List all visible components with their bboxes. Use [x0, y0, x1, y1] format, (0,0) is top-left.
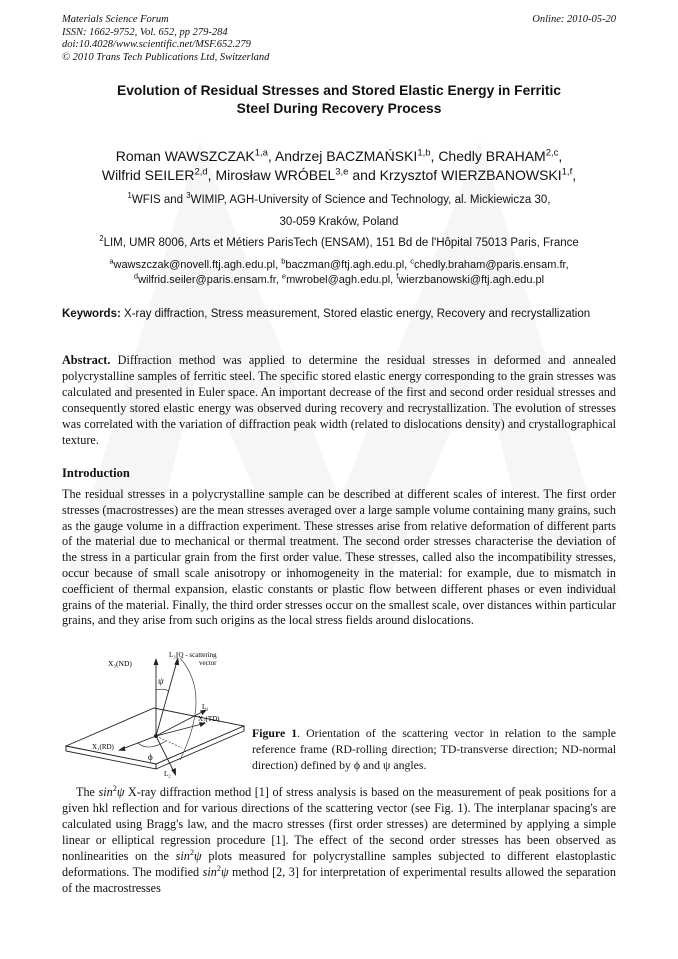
email-line-2: $^d$wilfrid.seiler@paris.ensam.fr, $^e$mwrobel@agh.edu.pl, $^f$wierzbanowski@ftj.agh.edu.pl	[133, 271, 545, 286]
label-l2: L₂	[164, 770, 171, 778]
paper-title	[62, 82, 616, 118]
x3-arrowhead	[154, 658, 159, 665]
l2-arrowhead	[171, 768, 176, 776]
label-x1: X₁(RD)	[92, 743, 114, 751]
affiliation-1: $^1$WFIS and $^3$WIMIP, AGH-University of Science and Technology, al. Mickiewicza 30,	[127, 191, 551, 206]
abstract	[62, 352, 616, 448]
copyright-line: © 2010 Trans Tech Publications Ltd, Switzerland	[62, 51, 270, 63]
keywords-label: Keywords:	[62, 308, 121, 320]
author-line-2: Wilfrid SEILER$^{2,d}$, Mirosław WRÓBEL$^{3,e}$ and Krzysztof WIERZBANOWSKI$^{1,f}$,	[101, 166, 577, 183]
author-emails	[40, 258, 638, 288]
label-phi: ϕ	[148, 752, 153, 762]
psi-arc	[156, 689, 169, 691]
introduction-text: The residual stresses in a polycrystalline sample can be described at different scales of interest. The first order stresses (macrostresses) are the mean stresses averaged over a large sample volume containing many grains, such as the gauge volume in a diffraction experiment. These stresses arise from relative deformation of different parts of the material due to mechanical or thermal treatment. The second order stresses characterise the deviation of the stress in a particular grain from the first order value. These stresses, called also the incompatibility stresses, occur because of small scale anisotropy or inhomogeneity in the material: for example, due to mismatch in coefficient of thermal expansion, elastic constants or plastic flow between different phases or even individual grains of the material. Finally, the third order stresses occur on the smallest scale, over distances within particular grains, and they arise from such origins as the local stress fields around dislocations.	[62, 487, 616, 628]
email-d: wilfrid.seiler@paris.ensam.fr,	[138, 274, 282, 286]
journal-header	[62, 14, 269, 64]
label-x3: X₃(ND)	[108, 659, 132, 668]
abstract-label: Abstract.	[62, 353, 111, 367]
figure-1-caption	[252, 725, 616, 773]
doi-line: doi:10.4028/www.scientific.net/MSF.652.279	[62, 39, 251, 50]
label-x2: X₂(TD)	[198, 715, 220, 723]
online-date: Online: 2010-05-20	[532, 14, 616, 25]
abstract-text: Diffraction method was applied to determine the residual stresses in deformed and annealed polycrystalline samples of ferritic steel. The specific stored elastic energy corresponding to the grain stresses was calculated and presented in Euler space. An important decrease of the first and second order residual stresses and consequently stored elastic energy was observed during recovery and recrystallization. The evolution of stresses was correlated with the variation of diffraction peak width (related to dislocations density) and crystallographical texture.	[62, 353, 616, 447]
author-line-1: Roman WAWSZCZAK$^{1,a}$, Andrzej BACZMAŃSKI$^{1,b}$, Chedly BRAHAM$^{2,c}$,	[115, 147, 563, 164]
keywords-text: X-ray diffraction, Stress measurement, Stored elastic energy, Recovery and recrystallization	[120, 308, 591, 320]
issn-line: ISSN: 1662-9752, Vol. 652, pp 279-284	[62, 26, 228, 38]
method-paragraph: The $\sin^2\psi$ X-ray diffraction method [1] of stress analysis is based on the measurement of peak positions for a given hkl reflection and for various directions of the scattering vector (see Fig. 1). The interplanar spacing's are calculated using Bragg's law, and the macro stresses (first order stresses) are determined by applying a simple linear or elliptical regression procedure [1]. The effect of the second order stresses has been observed as nonlinearities on the $\sin^2\psi$ plots measured for polycrystalline samples subjected to different elastoplastic deformations. The modified $\sin^2\psi$ method [2, 3] for interpretation of experimental results allowed the separation of the macrostresses	[62, 783, 616, 895]
affiliation-1-city: 30-059 Kraków, Poland	[279, 216, 399, 228]
section-heading-introduction: Introduction	[62, 466, 130, 480]
email-b: baczman@ftj.agh.edu.pl,	[285, 259, 411, 271]
label-vector: vector	[199, 659, 217, 667]
figure-1-caption-text: . Orientation of the scattering vector in relation to the sample reference frame (RD-rolling direction; TD-transverse direction; ND-normal direction) defined by ϕ and ψ angles.	[252, 726, 616, 772]
affiliation-2: $^2$LIM, UMR 8006, Arts et Métiers ParisTech (ENSAM), 151 Bd de l'Hôpital 75013 Paris, France	[99, 234, 579, 249]
figure-1-diagram	[62, 648, 248, 780]
email-f: wierzbanowski@ftj.agh.edu.pl	[398, 274, 545, 286]
label-l3: L₃||Q - scattering	[169, 651, 217, 659]
email-c: chedly.braham@paris.ensam.fr,	[414, 259, 569, 271]
label-l1: L₁	[202, 703, 209, 711]
email-a: wawszczak@novell.ftj.agh.edu.pl,	[113, 259, 282, 271]
keywords	[62, 307, 616, 321]
journal-name: Materials Science Forum	[62, 14, 169, 25]
email-e: mwrobel@agh.edu.pl,	[286, 274, 397, 286]
title-line-1: Evolution of Residual Stresses and Stored Elastic Energy in Ferritic	[117, 83, 561, 98]
label-psi: ψ	[158, 676, 164, 686]
email-line-1: $^a$wawszczak@novell.ftj.agh.edu.pl, $^b$baczman@ftj.agh.edu.pl, $^c$chedly.braham@paris.ensam.fr,	[109, 256, 569, 271]
figure-1-caption-label: Figure 1	[252, 726, 298, 740]
author-list	[40, 147, 638, 185]
title-line-2: Steel During Recovery Process	[236, 101, 442, 116]
